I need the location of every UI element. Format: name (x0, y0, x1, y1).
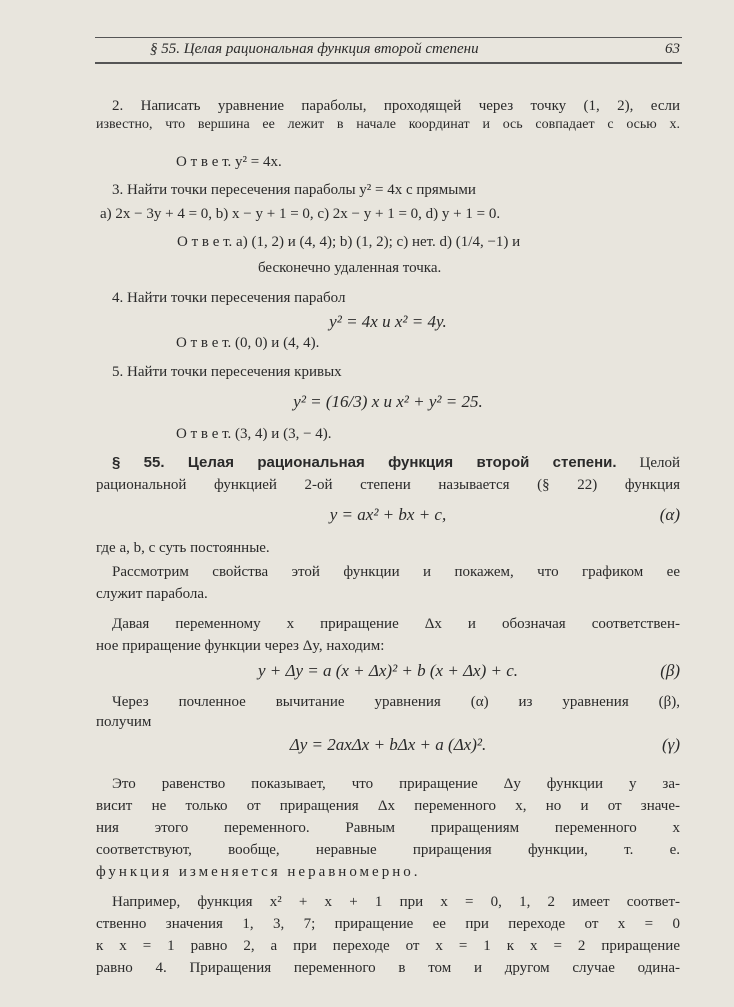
problem-3: 3. Найти точки пересечения параболы y² = 4x с прямыми (112, 182, 476, 198)
problem-5-equation: y² = (16/3) x и x² + y² = 25. (293, 392, 483, 411)
text-line: Рассмотрим свойства этой функции и покажем, что графиком ее (112, 564, 680, 580)
text-line: ния этого переменного. Равным приращениям переменного x (96, 820, 680, 836)
text-line: служит парабола. (96, 586, 208, 602)
text-line: ное приращение функции через Δy, находим: (96, 638, 385, 654)
problem-5: 5. Найти точки пересечения кривых (112, 364, 342, 380)
header-bottom-rule (95, 62, 682, 64)
text-line: Через почленное вычитание уравнения (α) из уравнения (β), (112, 694, 680, 710)
equation-gamma (96, 736, 680, 754)
answer-3-cont: бесконечно удаленная точка. (258, 260, 442, 276)
section-heading: § 55. Целая рациональная функция второй степени. (112, 454, 617, 471)
equation-alpha (96, 506, 680, 524)
answer-5: О т в е т. (3, 4) и (3, − 4). (176, 426, 332, 442)
label-beta: (β) (660, 661, 680, 680)
equation-alpha-text: y = ax² + bx + c, (329, 505, 447, 524)
text-line: Например, функция x² + x + 1 при x = 0, 1, 2 имеет соответ- (112, 894, 680, 910)
problem-2-line-1: 2. Написать уравнение параболы, проходящей через точку (1, 2), если (112, 98, 680, 114)
problem-4-equation: y² = 4x и x² = 4y. (329, 312, 447, 331)
text-line: Это равенство показывает, что приращение Δy функции y за- (112, 776, 680, 792)
section-line-2: рациональной функцией 2-ой степени называется (§ 22) функция (96, 477, 680, 493)
answer-4: О т в е т. (0, 0) и (4, 4). (176, 335, 320, 351)
text-line: ственно значения 1, 3, 7; приращение ее при переходе от x = 0 (96, 916, 680, 932)
problem-2-line-2: известно, что вершина ее лежит в начале координат и ось совпадает с осью x. (96, 117, 680, 132)
text-where: где a, b, c суть постоянные. (96, 540, 270, 556)
equation-beta-text: y + Δy = a (x + Δx)² + b (x + Δx) + c. (257, 661, 519, 680)
text-line: соответствуют, вообще, неравные приращения функции, т. е. (96, 842, 680, 858)
section-heading-rest: Целой (639, 455, 680, 471)
text-line: висит не только от приращения Δx переменного x, но и от значе- (96, 798, 680, 814)
header-top-rule (95, 37, 682, 38)
answer-2: О т в е т. y² = 4x. (176, 154, 282, 170)
problem-4: 4. Найти точки пересечения парабол (112, 290, 346, 306)
equation-beta (96, 662, 680, 680)
text-line: к x = 1 равно 2, а при переходе от x = 1 к x = 2 приращение (96, 938, 680, 954)
text-line: равно 4. Приращения переменного в том и другом случае одина- (96, 960, 680, 976)
text-line: функция изменяется неравномерно. (96, 864, 421, 880)
problem-3-lines: a) 2x − 3y + 4 = 0, b) x − y + 1 = 0, c) 2x − y + 1 = 0, d) y + 1 = 0. (100, 206, 501, 222)
header-title: § 55. Целая рациональная функция второй степени (150, 41, 479, 57)
label-gamma: (γ) (661, 735, 680, 754)
answer-3: О т в е т. a) (1, 2) и (4, 4); b) (1, 2); c) нет. d) (1/4, −1) и (177, 234, 521, 250)
label-alpha: (α) (659, 505, 680, 524)
page-number: 63 (665, 41, 680, 57)
text-line: Давая переменному x приращение Δx и обозначая соответствен- (112, 616, 680, 632)
section-heading-line (112, 454, 680, 472)
equation-gamma-text: Δy = 2axΔx + bΔx + a (Δx)². (289, 735, 487, 754)
running-header (150, 40, 680, 58)
text-line: получим (96, 714, 152, 730)
